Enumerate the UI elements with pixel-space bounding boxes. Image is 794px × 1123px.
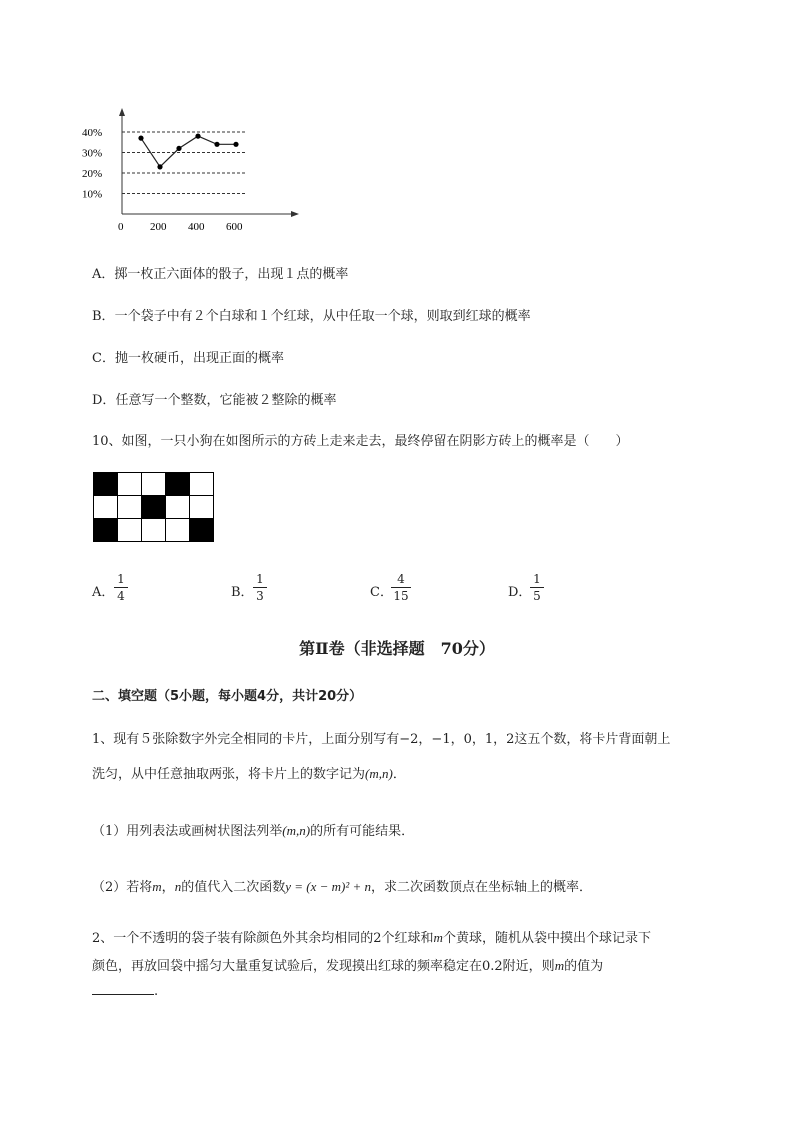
q9-option-d[interactable]: D．任意写一个整数，它能被２整除的概率 [92,393,337,408]
white-tile [190,496,214,519]
white-tile [142,519,166,542]
x-axis-arrow [291,211,299,217]
data-point-100 [138,136,143,141]
q10-option-c-fraction: 4 15 [391,572,411,603]
q9-option-c[interactable]: C．抛一枚硬币，出现正面的概率 [92,351,284,366]
white-tile [166,519,190,542]
x-tick-label-400: 400 [188,221,205,233]
p1-sub-question-1: （1）用列表法或画树状图法列举(m,n)的所有可能结果． [92,823,415,839]
q9-option-b[interactable]: B．一个袋子中有２个白球和１个红球，从中任取一个球，则取到红球的概率 [92,309,531,324]
q10-option-b[interactable]: B． [231,585,254,600]
shaded-tile [166,473,190,496]
white-tile [118,473,142,496]
p1-sub-question-2: （2）若将m，n的值代入二次函数y = (x − m)² + n，求二次函数顶点在坐标轴上的概率． [92,879,593,895]
p1-line-2: 洗匀，从中任意抽取两张，将卡片上的数字记为(m,n)． [92,766,406,782]
q10-option-d-fraction: 1 5 [530,572,544,603]
data-point-200 [157,164,162,169]
white-tile [190,473,214,496]
data-point-500 [214,142,219,147]
x-tick-label-0: 0 [118,221,124,233]
x-tick-label-600: 600 [226,221,243,233]
p2-line-2: 颜色，再放回袋中摇匀大量重复试验后，发现摸出红球的频率稳定在0.2附近，则m的值为 [92,958,604,974]
y-tick-label-40: 40% [82,127,103,139]
shaded-tile [142,496,166,519]
answer-blank[interactable] [92,982,154,995]
white-tile [142,473,166,496]
shaded-tile [190,519,214,542]
q10-question-text: 10、如图，一只小狗在如图所示的方砖上走来走去，最终停留在阴影方砖上的概率是（ ） [92,434,629,449]
part-2-heading: 二、填空题（5小题，每小题4分，共计20分） [92,689,363,704]
p1-line-1: 1、现有５张除数字外完全相同的卡片，上面分别写有−2，−1，0，1，2这五个数，将卡片背面朝上 [92,732,671,747]
x-tick-label-200: 200 [150,221,167,233]
section-2-title: 第Ⅱ卷（非选择题 70分） [299,639,495,658]
data-point-300 [176,146,181,151]
white-tile [118,519,142,542]
y-axis-arrow [119,108,125,116]
tile-grid-figure [93,472,214,542]
q10-option-b-fraction: 1 3 [253,572,267,603]
p2-line-3: . [92,982,158,999]
frequency-line-chart [80,100,300,240]
y-tick-label-10: 10% [82,188,103,201]
shaded-tile [94,519,118,542]
q10-option-a-fraction: 1 4 [114,572,128,603]
data-point-400 [195,134,200,139]
shaded-tile [94,473,118,496]
p2-line-1: 2、一个不透明的袋子装有除颜色外其余均相同的2个红球和m个黄球，随机从袋中摸出个球记录下 [92,930,651,946]
q9-option-a[interactable]: A．掷一枚正六面体的骰子，出现１点的概率 [92,267,349,282]
quadratic-formula: y = (x − m)² + n [285,879,372,894]
data-point-600 [233,142,238,147]
q10-option-a[interactable]: A． [92,585,115,600]
y-tick-label-20: 20% [82,168,103,180]
q10-option-d[interactable]: D． [508,585,532,600]
q10-option-c[interactable]: C． [370,585,393,600]
white-tile [118,496,142,519]
frequency-series-line [141,136,236,167]
y-tick-label-30: 30% [82,147,103,160]
white-tile [94,496,118,519]
white-tile [166,496,190,519]
